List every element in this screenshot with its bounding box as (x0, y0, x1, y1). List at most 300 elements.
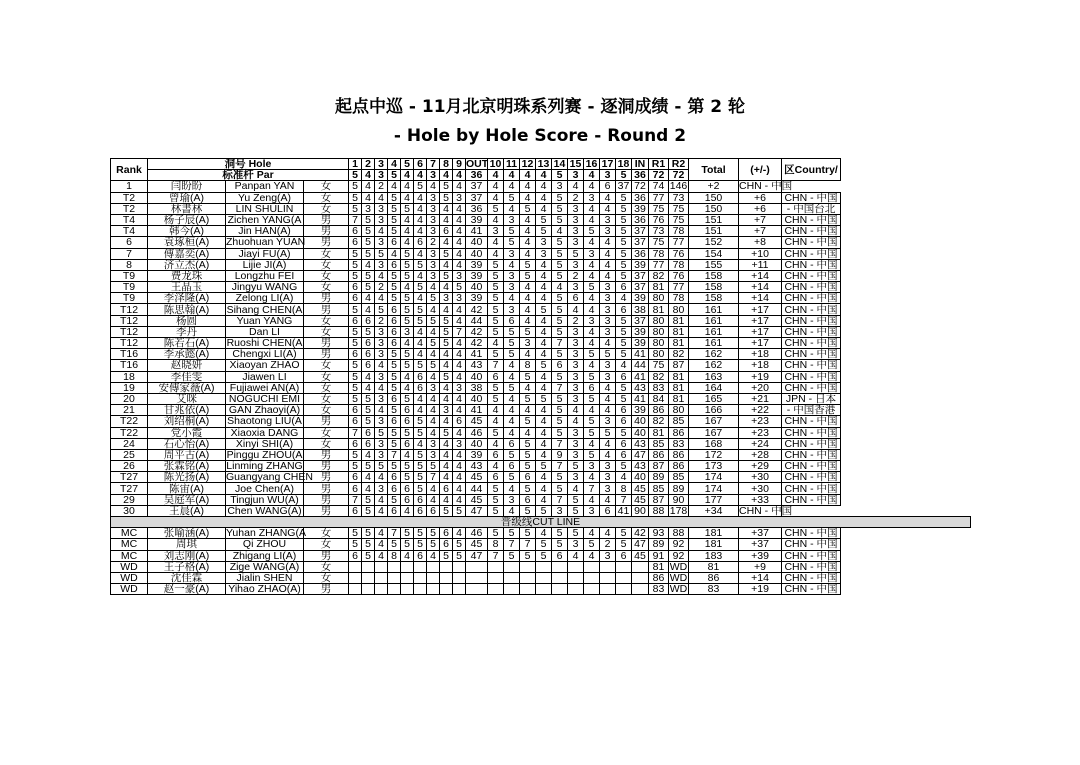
score-cell: 女 (304, 427, 349, 438)
score-cell: 3 (600, 550, 616, 561)
score-cell: 82 (669, 349, 689, 360)
score-cell: 81 (649, 427, 669, 438)
score-cell: 6 (349, 483, 362, 494)
score-cell: 3 (536, 237, 552, 248)
title-chinese: 起点中巡 - 11月北京明珠系列赛 - 逐洞成绩 - 第 2 轮 (335, 97, 745, 117)
score-cell: 5 (504, 226, 520, 237)
score-cell (552, 561, 568, 572)
score-cell: 5 (504, 237, 520, 248)
score-cell: 4 (453, 248, 466, 259)
score-cell: 5 (362, 393, 375, 404)
score-cell: 4 (440, 214, 453, 225)
player-row (111, 304, 971, 315)
score-cell: 3 (568, 349, 584, 360)
score-cell: 3 (375, 371, 388, 382)
player-row (111, 326, 971, 337)
score-cell: 6 (349, 416, 362, 427)
score-cell: +34 (689, 505, 739, 516)
player-row (111, 282, 971, 293)
header-hole-number: 11 (504, 159, 520, 170)
score-cell: Fujiawei AN(A) (226, 382, 304, 393)
score-cell: 女 (304, 248, 349, 259)
score-cell: 5 (488, 259, 504, 270)
score-cell: 5 (616, 338, 632, 349)
header-hole-number: 13 (536, 159, 552, 170)
score-cell: 3 (375, 416, 388, 427)
score-cell: 6 (388, 315, 401, 326)
score-cell (488, 572, 504, 583)
score-cell: 4 (600, 248, 616, 259)
score-cell: 39 (466, 214, 488, 225)
score-cell: CHN - 中国 (782, 192, 841, 203)
score-cell: 4 (440, 461, 453, 472)
score-cell: 4 (536, 315, 552, 326)
score-cell: 5 (616, 461, 632, 472)
score-cell: 4 (453, 461, 466, 472)
score-cell: Xiaoxia DANG (226, 427, 304, 438)
score-cell: 6 (440, 483, 453, 494)
score-cell: 男 (304, 214, 349, 225)
score-cell: 5 (362, 528, 375, 539)
score-cell: 83 (689, 584, 739, 595)
score-cell: 4 (362, 472, 375, 483)
score-cell: +7 (739, 214, 782, 225)
score-cell: 73 (669, 192, 689, 203)
header-par-value: 4 (440, 170, 453, 181)
score-cell: 5 (536, 226, 552, 237)
score-cell: 86 (669, 449, 689, 460)
score-cell: 4 (375, 360, 388, 371)
score-cell: 5 (616, 528, 632, 539)
score-cell: 5 (488, 282, 504, 293)
player-row (111, 505, 971, 516)
score-cell: CHN - 中国 (782, 438, 841, 449)
score-cell: 82 (649, 416, 669, 427)
score-cell: 3 (375, 214, 388, 225)
score-cell: 7 (552, 438, 568, 449)
player-row (111, 203, 971, 214)
score-cell: 4 (536, 371, 552, 382)
score-cell: 5 (536, 550, 552, 561)
score-cell: 162 (689, 360, 739, 371)
score-cell: 3 (600, 483, 616, 494)
score-cell: 4 (453, 494, 466, 505)
score-cell: 5 (440, 427, 453, 438)
score-cell: 161 (689, 338, 739, 349)
score-cell: 3 (453, 192, 466, 203)
score-cell: 4 (453, 338, 466, 349)
score-cell: 5 (388, 360, 401, 371)
score-cell: 40 (466, 393, 488, 404)
score-cell (349, 561, 362, 572)
score-cell: 3 (427, 449, 440, 460)
score-cell: 78 (669, 293, 689, 304)
score-cell: 4 (362, 382, 375, 393)
score-cell: 39 (632, 326, 649, 337)
score-cell: 5 (536, 304, 552, 315)
score-cell (616, 584, 632, 595)
score-cell: 6 (616, 416, 632, 427)
score-cell (568, 572, 584, 583)
header-hole-number: OUT (466, 158, 489, 171)
score-cell: 6 (349, 472, 362, 483)
score-cell: 4 (453, 214, 466, 225)
score-cell: 5 (349, 203, 362, 214)
score-cell: +17 (739, 304, 782, 315)
score-cell: 4 (375, 539, 388, 550)
player-row (111, 483, 971, 494)
score-cell: 男 (304, 349, 349, 360)
score-cell: 5 (520, 550, 536, 561)
score-cell: 6 (414, 237, 427, 248)
score-cell: 45 (466, 416, 488, 427)
header-plusminus: (+/-) (739, 159, 782, 181)
score-cell: +7 (739, 226, 782, 237)
score-cell: 3 (375, 338, 388, 349)
header-hole-number: 9 (453, 159, 466, 170)
score-cell: 4 (584, 293, 600, 304)
score-cell: 5 (488, 315, 504, 326)
score-cell: 6 (388, 326, 401, 337)
score-cell: 5 (520, 505, 536, 516)
score-cell: 81 (689, 561, 739, 572)
header-total: Total (689, 159, 739, 181)
score-cell: 4 (414, 192, 427, 203)
score-cell: +18 (739, 349, 782, 360)
score-cell: CHN - 中国 (782, 528, 841, 539)
score-cell: 37 (616, 181, 632, 192)
score-cell: 89 (649, 472, 669, 483)
score-cell: 7 (453, 326, 466, 337)
score-cell: 5 (488, 427, 504, 438)
score-cell: T9 (111, 270, 148, 281)
player-row (111, 360, 971, 371)
player-row (111, 405, 971, 416)
player-row (111, 214, 971, 225)
score-cell: 6 (616, 405, 632, 416)
header-rank: Rank (111, 159, 148, 181)
score-cell: 5 (536, 461, 552, 472)
score-cell: 4 (504, 427, 520, 438)
score-cell: 168 (689, 438, 739, 449)
score-cell: 86 (649, 449, 669, 460)
score-cell: 5 (536, 539, 552, 550)
score-cell: 3 (568, 539, 584, 550)
score-cell: Zhigang LI(A) (226, 550, 304, 561)
score-cell: 75 (649, 360, 669, 371)
score-cell: 5 (520, 393, 536, 404)
score-cell: 4 (427, 405, 440, 416)
score-cell: 5 (388, 203, 401, 214)
score-cell: 41 (632, 393, 649, 404)
score-cell: 6 (414, 382, 427, 393)
score-cell: 4 (375, 192, 388, 203)
score-cell: 石心怡(A) (148, 438, 226, 449)
score-cell: 45 (632, 483, 649, 494)
score-cell: 5 (616, 237, 632, 248)
score-cell: Panpan YAN (226, 181, 304, 192)
score-cell: +30 (739, 472, 782, 483)
score-cell: 6 (349, 226, 362, 237)
score-cell: CHN - 中国 (782, 338, 841, 349)
score-cell: 6 (600, 181, 616, 192)
score-cell: 4 (504, 259, 520, 270)
score-cell: 83 (669, 438, 689, 449)
score-cell (453, 561, 466, 572)
score-cell: 3 (504, 214, 520, 225)
score-cell: 6 (440, 226, 453, 237)
score-cell: Dan LI (226, 326, 304, 337)
score-cell: 76 (669, 270, 689, 281)
score-cell: 39 (632, 293, 649, 304)
score-cell: 闫盼盼 (148, 181, 226, 192)
score-cell: 5 (616, 270, 632, 281)
score-cell: CHN - 中国 (782, 214, 841, 225)
score-cell: 80 (649, 338, 669, 349)
score-cell: 5 (440, 371, 453, 382)
score-cell: Chengxi LI(A) (226, 349, 304, 360)
score-cell: 4 (440, 393, 453, 404)
score-cell: 5 (375, 427, 388, 438)
score-cell: 5 (362, 226, 375, 237)
score-cell: 81 (669, 371, 689, 382)
score-cell: 4 (536, 192, 552, 203)
score-cell: 男 (304, 461, 349, 472)
score-cell: 37 (466, 181, 488, 192)
score-cell: 3 (427, 192, 440, 203)
score-cell: 5 (504, 550, 520, 561)
score-cell: CHN - 中国 (782, 270, 841, 281)
score-cell: CHN - 中国 (739, 504, 793, 517)
score-cell: 2 (427, 237, 440, 248)
score-cell: 5 (600, 427, 616, 438)
header-par-value: 4 (536, 170, 552, 181)
score-cell: 4 (440, 203, 453, 214)
score-cell: 5 (520, 270, 536, 281)
header-hole-number: 8 (440, 159, 453, 170)
score-cell: 6 (388, 259, 401, 270)
score-cell: 5 (488, 528, 504, 539)
score-cell (600, 561, 616, 572)
score-cell: 4 (616, 293, 632, 304)
score-cell: 5 (488, 293, 504, 304)
header-par-value: 5 (552, 170, 568, 181)
score-cell: 4 (600, 203, 616, 214)
score-cell (414, 561, 427, 572)
player-row (111, 461, 971, 472)
score-cell: +20 (739, 382, 782, 393)
score-cell: 5 (536, 360, 552, 371)
header-par-value: 3 (427, 170, 440, 181)
score-cell: 29 (111, 494, 148, 505)
score-cell: 周琪 (148, 539, 226, 550)
score-cell: 4 (520, 405, 536, 416)
score-cell: +17 (739, 315, 782, 326)
score-cell: 5 (520, 259, 536, 270)
score-cell: 2 (375, 315, 388, 326)
score-cell: 5 (388, 461, 401, 472)
score-cell: 5 (401, 248, 414, 259)
score-cell: +14 (739, 282, 782, 293)
score-cell: 4 (388, 181, 401, 192)
score-cell: Pinggu ZHOU(A (226, 448, 303, 461)
score-cell: 5 (616, 248, 632, 259)
score-cell: 女 (304, 382, 349, 393)
score-cell: 80 (649, 326, 669, 337)
score-cell: 4 (362, 304, 375, 315)
header-hole-number: 4 (388, 159, 401, 170)
score-cell: CHN - 中国 (782, 572, 841, 583)
score-cell: 3 (440, 293, 453, 304)
player-row (111, 226, 971, 237)
score-cell: 8 (111, 259, 148, 270)
score-cell: 5 (584, 449, 600, 460)
score-cell: 5 (616, 192, 632, 203)
score-cell: 45 (466, 539, 488, 550)
score-cell (584, 561, 600, 572)
score-cell: 7 (111, 248, 148, 259)
score-cell: 39 (632, 259, 649, 270)
score-cell: 4 (362, 293, 375, 304)
score-cell (536, 572, 552, 583)
score-cell: 4 (616, 360, 632, 371)
score-cell: 4 (584, 270, 600, 281)
score-cell: 81 (649, 561, 669, 572)
score-cell: 4 (453, 315, 466, 326)
score-cell: 3 (568, 214, 584, 225)
score-cell: 161 (689, 315, 739, 326)
score-cell: 158 (689, 282, 739, 293)
score-cell: 3 (568, 360, 584, 371)
score-cell: 5 (568, 528, 584, 539)
score-cell: 5 (349, 461, 362, 472)
score-cell: 4 (427, 304, 440, 315)
score-cell: 3 (504, 282, 520, 293)
score-cell (349, 584, 362, 595)
score-cell: 4 (362, 449, 375, 460)
score-cell: 4 (488, 438, 504, 449)
score-cell (427, 584, 440, 595)
score-cell: 男 (304, 449, 349, 460)
score-cell: 85 (649, 483, 669, 494)
score-cell: 女 (304, 539, 349, 550)
score-cell: 6 (520, 494, 536, 505)
score-cell: 4 (584, 326, 600, 337)
score-cell: 4 (375, 550, 388, 561)
score-cell: 5 (362, 461, 375, 472)
score-cell: 5 (488, 382, 504, 393)
score-cell: Yuan YANG (226, 315, 304, 326)
score-cell: 3 (568, 472, 584, 483)
score-cell: 40 (466, 237, 488, 248)
score-cell: 5 (362, 539, 375, 550)
score-cell: 3 (375, 203, 388, 214)
score-cell: CHN - 中国 (782, 371, 841, 382)
score-cell: Zichen YANG(A (226, 214, 304, 225)
score-cell: 5 (388, 349, 401, 360)
header-par-value: 36 (632, 170, 649, 181)
score-cell: 5 (427, 528, 440, 539)
score-cell: MC (111, 528, 148, 539)
score-cell: 4 (520, 181, 536, 192)
score-cell: 2 (568, 192, 584, 203)
score-cell: 刘志刚(A) (148, 550, 226, 561)
score-cell: 82 (649, 371, 669, 382)
header-hole-number: IN (632, 159, 649, 170)
score-cell: 男 (304, 494, 349, 505)
score-cell: 4 (414, 293, 427, 304)
score-cell: 36 (632, 192, 649, 203)
score-cell: 6 (616, 550, 632, 561)
score-cell: +6 (739, 203, 782, 214)
score-cell: 女 (304, 326, 349, 337)
score-cell: 5 (488, 304, 504, 315)
score-cell: CHN - 中国 (782, 226, 841, 237)
score-cell: 3 (568, 237, 584, 248)
header-hole-number: 18 (616, 159, 632, 170)
score-cell: 4 (568, 405, 584, 416)
score-cell: 4 (584, 259, 600, 270)
score-cell: 5 (520, 326, 536, 337)
header-hole-label: 洞号 Hole (148, 159, 349, 170)
score-cell: 女 (304, 203, 349, 214)
score-cell: 146 (669, 180, 688, 193)
header-country: 区Country/ (782, 159, 841, 181)
score-cell: 3 (568, 259, 584, 270)
score-cell: Yu Zeng(A) (226, 192, 304, 203)
score-cell: 5 (536, 393, 552, 404)
score-cell: 4 (600, 438, 616, 449)
score-cell: 5 (440, 550, 453, 561)
score-cell: 6 (349, 237, 362, 248)
score-cell: 5 (520, 449, 536, 460)
score-cell: 4 (440, 360, 453, 371)
score-cell: T12 (111, 304, 148, 315)
score-cell: 36 (632, 248, 649, 259)
score-cell: 5 (600, 349, 616, 360)
score-cell: 4 (427, 181, 440, 192)
score-cell: 74 (649, 181, 669, 192)
score-cell: 158 (689, 293, 739, 304)
score-cell: 7 (504, 539, 520, 550)
score-cell: 37 (632, 270, 649, 281)
score-cell: 78 (669, 226, 689, 237)
score-cell: 4 (440, 349, 453, 360)
score-cell: 83 (649, 382, 669, 393)
score-cell (632, 561, 649, 572)
score-cell: 4 (600, 382, 616, 393)
score-cell: 6 (349, 405, 362, 416)
player-row (111, 494, 971, 505)
score-cell: 5 (414, 472, 427, 483)
score-cell: 4 (520, 293, 536, 304)
score-cell: 4 (536, 472, 552, 483)
score-cell: 154 (689, 248, 739, 259)
score-cell: 4 (375, 293, 388, 304)
score-cell: 80 (669, 304, 689, 315)
score-cell: 37 (632, 282, 649, 293)
score-cell: 5 (414, 181, 427, 192)
score-cell: 4 (584, 494, 600, 505)
header-par-value: 5 (388, 170, 401, 181)
score-cell: 4 (504, 393, 520, 404)
player-row (111, 382, 971, 393)
score-cell: 5 (616, 349, 632, 360)
score-cell: 沈佳霖 (148, 572, 226, 583)
score-cell: 4 (600, 192, 616, 203)
score-cell: 5 (488, 270, 504, 281)
score-cell: 5 (362, 550, 375, 561)
